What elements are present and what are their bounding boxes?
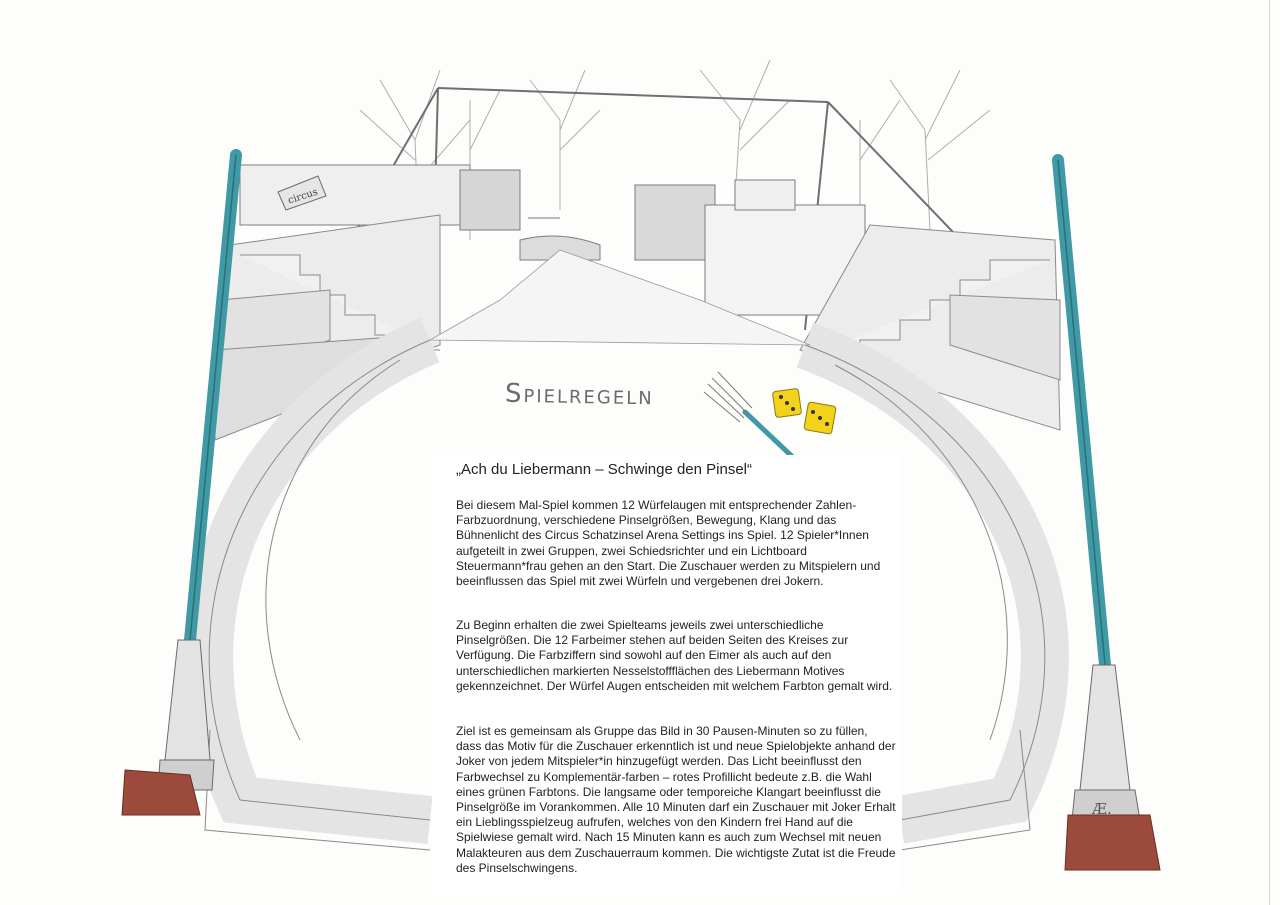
circus-sign-label: circus bbox=[286, 186, 320, 207]
dice-icon bbox=[772, 388, 836, 434]
rules-paragraph-intro: Bei diesem Mal-Spiel kommen 12 Würfelaugen mit entsprechender Zahlen-Farbzuordnung, verschiedene Pinselgrößen, Bewegung, Klang und das Bühnenlicht des Circus Schatzinsel Arena Settings ins Spiel. 12 Spieler*Innen aufgeteilt in zwei Gruppen, zwei Schiedsrichter und ein Lichtboard Steuermann*frau gehen an den Start. Die Zuschauer werden zu Mitspielern und beeinflussen das Spiel mit zwei Würfeln und vergebenen drei Jokern. bbox=[456, 498, 881, 589]
rules-heading: „Ach du Liebermann – Schwinge den Pinsel“ bbox=[456, 461, 753, 478]
page-title: Spielregeln bbox=[504, 378, 655, 412]
rules-paragraph-goal: Ziel ist es gemeinsam als Gruppe das Bild in 30 Pausen-Minuten so zu füllen, dass das Motiv für die Zuschauer erkenntlich ist und neue Spielobjekte anhand der Joker von jedem Mitspieler*in hinzugefügt werden. Das Licht beeinflusst den Farbwechsel zu Komplementär-farben – rotes Profillicht bedeute z.B. die Wahl eines grünen Farbtons. Die langsame oder temporeiche Klangart beeinflusst die Pinselgröße im Vorankommen. Alle 10 Minuten darf ein Zuschauer mit Joker Erhalt ein Lieblingsspielzeug aufrufen, welches von den Kindern frei Hand auf die Spielwiese gemalt wird. Nach 15 Minuten kann es auch zum Wechsel mit neuen Malakteuren aus dem Zuschauerraum kommen. Die wichtigste Zutat ist die Freude des Pinselschwingens. bbox=[456, 724, 896, 875]
rules-paragraph-start: Zu Beginn erhalten die zwei Spielteams jeweils zwei unterschiedliche Pinselgrößen. Die 12 Farbeimer stehen auf beiden Seiten des Kreises zur Verfügung. Die Farbziffern sind sowohl auf den Eimer als auch auf den unterschiedlichen markierten Nesselstoffflächen des Liebermann Motives gekennzeichnet. Der Würfel Augen entscheiden mit welchem Farbton gemalt wird. bbox=[456, 618, 893, 693]
right-brush bbox=[1058, 160, 1160, 870]
artist-signature: Æ. bbox=[1092, 800, 1112, 818]
